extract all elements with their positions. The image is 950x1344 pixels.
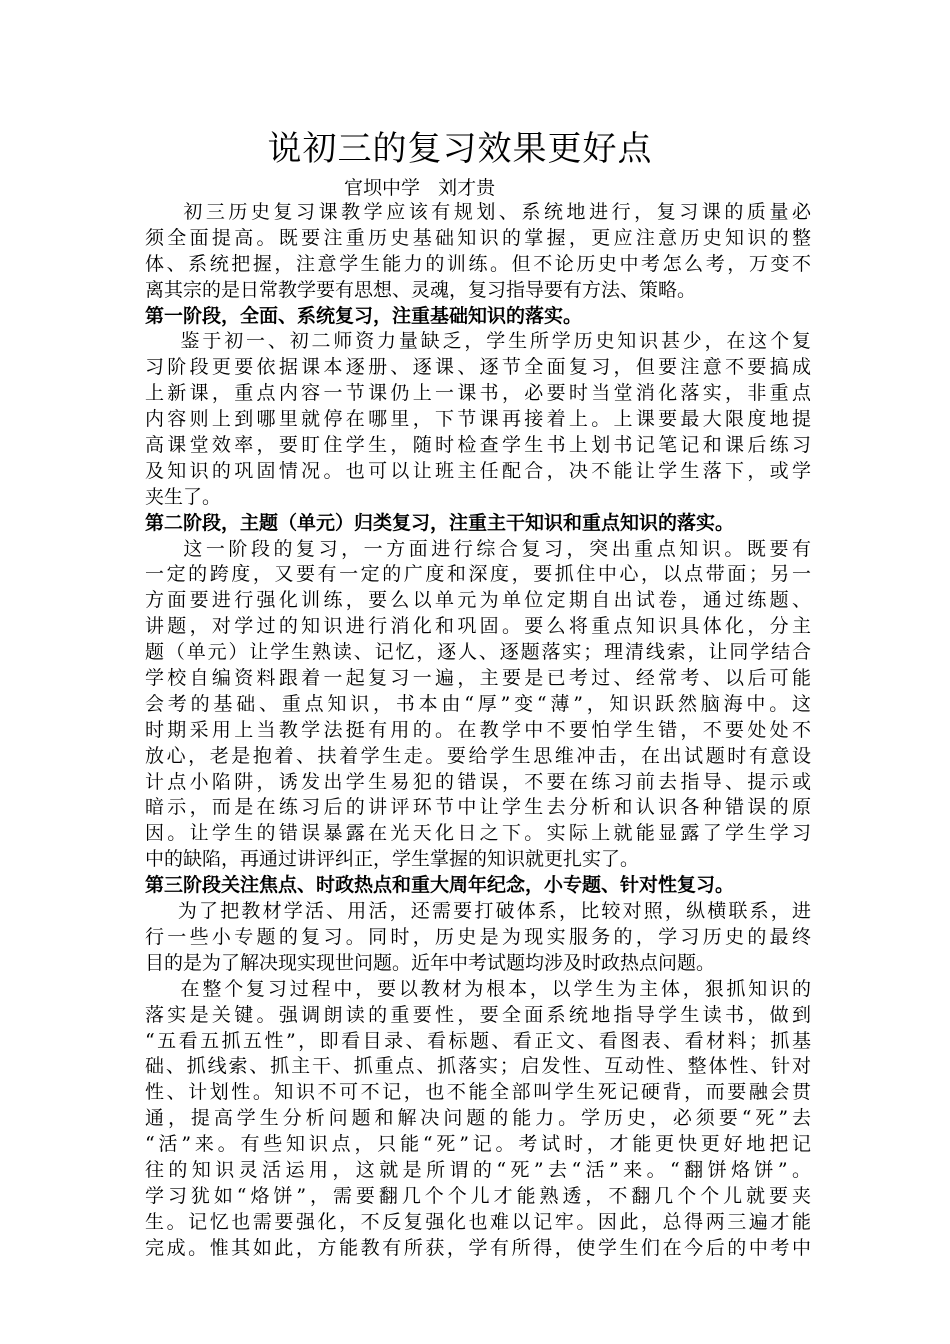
section-heading: 第一阶段，全面、系统复习，注重基础知识的落实。 xyxy=(145,304,583,327)
paragraph-line: “活”来。有些知识点，只能“死”记。考试时，才能更快更好地把记 xyxy=(145,1133,811,1156)
paragraph-line: 题（单元）让学生熟读、记忆，逐人、逐题落实；理清线索，让同学结合 xyxy=(145,641,811,664)
paragraph-line: 初三历史复习课教学应该有规划、系统地进行，复习课的质量必 xyxy=(145,201,811,223)
paragraph-line: 鉴于初一、初二师资力量缺乏，学生所学历史知识甚少，在这个复 xyxy=(145,330,811,353)
paragraph-line: 内容则上到哪里就停在哪里，下节课再接着上。上课要最大限度地提 xyxy=(145,408,811,431)
paragraph-line: 离其宗的是日常教学要有思想、灵魂，复习指导要有方法、策略。 xyxy=(145,278,697,301)
paragraph-line: 行一些小专题的复习。同时，历史是为现实服务的，学习历史的最终 xyxy=(145,925,811,948)
paragraph-line: 高课堂效率，要盯住学生，随时检查学生书上划书记笔记和课后练习 xyxy=(145,434,811,457)
document-body xyxy=(145,200,811,1262)
section-heading: 第二阶段，主题（单元）归类复习，注重主干知识和重点知识的落实。 xyxy=(145,511,735,534)
paragraph-line: 这一阶段的复习，一方面进行综合复习，突出重点知识。既要有 xyxy=(145,537,811,560)
paragraph-line: 时期采用上当教学法挺有用的。在教学中不要怕学生错，不要处处不 xyxy=(145,718,811,741)
paragraph-line: 会考的基础、重点知识，书本由“厚”变“薄”，知识跃然脑海中。这 xyxy=(145,692,811,715)
paragraph-line: “五看五抓五性”，即看目录、看标题、看正文、看图表、看材料；抓基 xyxy=(145,1029,811,1052)
paragraph-line: 在整个复习过程中，要以教材为根本，以学生为主体，狠抓知识的 xyxy=(145,977,811,1000)
paragraph-line: 及知识的巩固情况。也可以让班主任配合，决不能让学生落下，或学 xyxy=(145,459,811,482)
paragraph-line: 落实是关键。强调朗读的重要性，要全面系统地指导学生读书，做到 xyxy=(145,1003,811,1026)
paragraph-line: 中的缺陷，再通过讲评纠正，学生掌握的知识就更扎实了。 xyxy=(145,848,640,871)
paragraph-line: 为了把教材学活、用活，还需要打破体系，比较对照，纵横联系，进 xyxy=(145,900,811,923)
paragraph-line: 学习犹如“烙饼”，需要翻几个个儿才能熟透，不翻几个个儿就要夹 xyxy=(145,1184,811,1207)
paragraph-line: 础、抓线索、抓主干、抓重点、抓落实；启发性、互动性、整体性、针对 xyxy=(145,1055,811,1078)
paragraph-line: 性、计划性。知识不可不记，也不能全部叫学生死记硬背，而要融会贯 xyxy=(145,1081,811,1104)
paragraph-line: 计点小陷阱，诱发出学生易犯的错误，不要在练习前去指导、提示或 xyxy=(145,770,811,793)
paragraph-line: 体、系统把握，注意学生能力的训练。但不论历史中考怎么考，万变不 xyxy=(145,252,811,275)
paragraph-line: 须全面提高。既要注重历史基础知识的掌握，更应注意历史知识的整 xyxy=(145,226,811,249)
paragraph-line: 习阶段更要依据课本逐册、逐课、逐节全面复习，但要注意不要搞成 xyxy=(145,356,811,379)
section-heading: 第三阶段关注焦点、时政热点和重大周年纪念，小专题、针对性复习。 xyxy=(145,874,735,897)
paragraph-line: 目的是为了解决现实现世问题。近年中考试题均涉及时政热点问题。 xyxy=(145,951,716,974)
document-title: 说初三的复习效果更好点 xyxy=(267,129,653,169)
paragraph-line: 往的知识灵活运用，这就是所谓的“死”去“活”来。“翻饼烙饼”。 xyxy=(145,1158,811,1181)
paragraph-line: 完成。惟其如此，方能教有所获，学有所得，使学生们在今后的中考中 xyxy=(145,1236,811,1259)
paragraph-line: 上新课，重点内容一节课仍上一课书，必要时当堂消化落实，非重点 xyxy=(145,382,811,405)
paragraph-line: 一定的跨度，又要有一定的广度和深度，要抓住中心，以点带面；另一 xyxy=(145,563,811,586)
paragraph-line: 讲题，对学过的知识进行消化和巩固。要么将重点知识具体化，分主 xyxy=(145,615,811,638)
paragraph-line: 方面要进行强化训练，要么以单元为单位定期自出试卷，通过练题、 xyxy=(145,589,811,612)
paragraph-line: 生。记忆也需要强化，不反复强化也难以记牢。因此，总得两三遍才能 xyxy=(145,1210,811,1233)
paragraph-line: 学校自编资料跟着一起复习一遍，主要是已考过、经常考、以后可能 xyxy=(145,667,811,690)
paragraph-line: 放心，老是抱着、扶着学生走。要给学生思维冲击，在出试题时有意设 xyxy=(145,744,811,767)
paragraph-line: 通，提高学生分析问题和解决问题的能力。学历史，必须要“死”去 xyxy=(145,1107,811,1130)
paragraph-line: 因。让学生的错误暴露在光天化日之下。实际上就能显露了学生学习 xyxy=(145,822,811,845)
author-line: 官坝中学 刘才贵 xyxy=(344,177,496,199)
paragraph-line: 暗示，而是在练习后的讲评环节中让学生去分析和认识各种错误的原 xyxy=(145,796,811,819)
paragraph-line: 夹生了。 xyxy=(145,485,222,508)
